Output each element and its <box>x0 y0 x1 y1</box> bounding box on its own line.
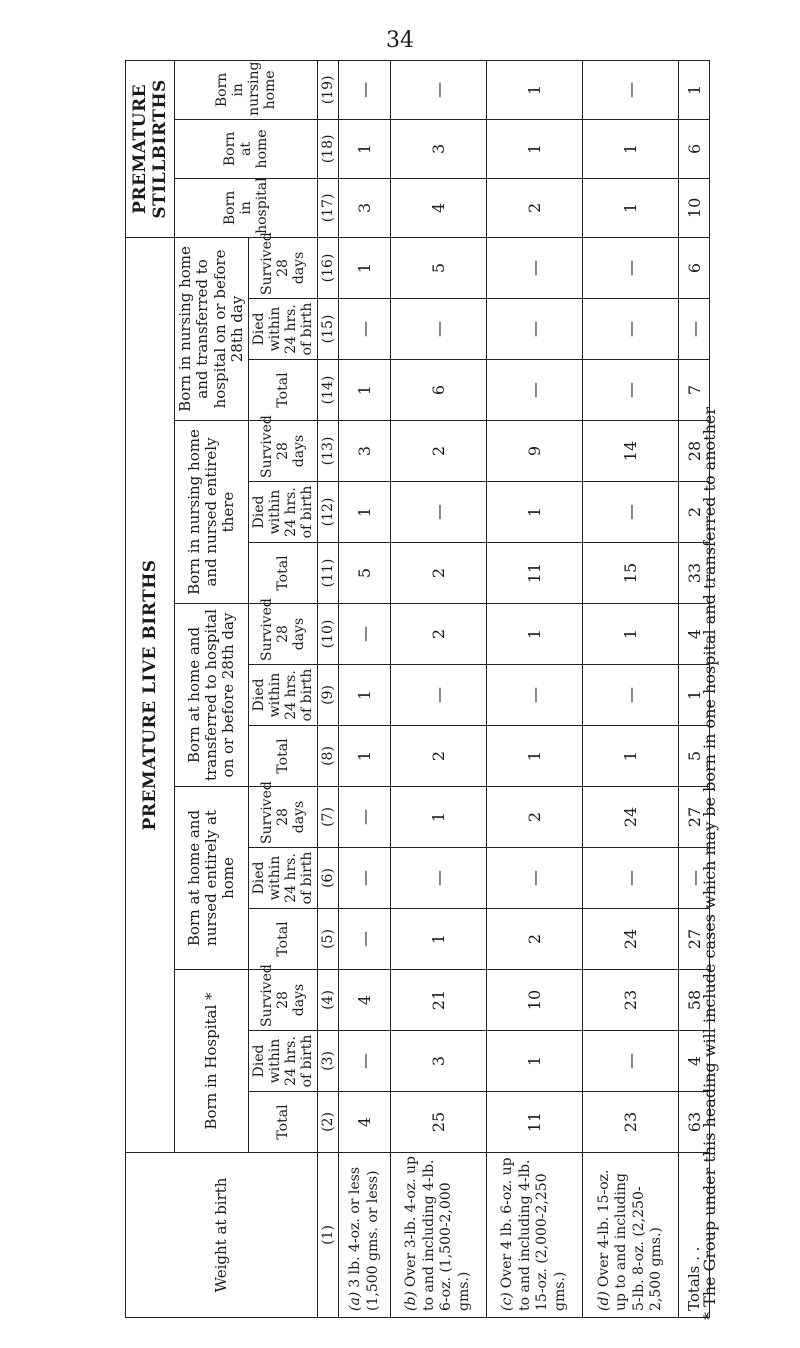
sub-header-survived-28-days: Survived 28 days <box>249 787 318 848</box>
sub-header-row <box>249 60 318 1317</box>
premature-births-table <box>125 60 710 1318</box>
still-header-hospital: Born in hospital <box>175 178 318 237</box>
sub-header-died-within-24-hrs: Died within 24 hrs. of birth <box>249 1031 318 1092</box>
table-cell: 9 <box>486 421 582 482</box>
column-number: (1) <box>318 1153 339 1318</box>
still-header-nursing-home: Born in nursing home <box>175 60 318 119</box>
table-cell: 11 <box>486 543 582 604</box>
sub-header-survived-28-days: Survived 28 days <box>249 421 318 482</box>
sub-header-total: Total <box>249 726 318 787</box>
row-tag: (d) <box>595 1291 612 1311</box>
table-cell: — <box>339 299 390 360</box>
totals-cell: 27 <box>679 787 710 848</box>
table-cell: — <box>583 60 679 119</box>
table-cell: — <box>583 237 679 298</box>
column-number: (15) <box>318 299 339 360</box>
totals-cell: 33 <box>679 543 710 604</box>
table-cell: 1 <box>486 726 582 787</box>
row-label-text: Over 4 lb. 6-oz. up to and including 4-lb. 15-oz. (2,000-2,250 gms.) <box>499 1157 568 1311</box>
column-number: (5) <box>318 909 339 970</box>
sub-header-survived-28-days: Survived 28 days <box>249 604 318 665</box>
totals-cell: — <box>679 848 710 909</box>
table-cell: 3 <box>390 119 486 178</box>
table-cell: 24 <box>583 787 679 848</box>
table-cell: 15 <box>583 543 679 604</box>
table-cell: 23 <box>583 1092 679 1153</box>
column-number: (6) <box>318 848 339 909</box>
table-cell: 5 <box>390 237 486 298</box>
sub-header-survived-28-days: Survived 28 days <box>249 970 318 1031</box>
totals-cell: 10 <box>679 178 710 237</box>
column-number: (3) <box>318 1031 339 1092</box>
table-body <box>339 60 710 1317</box>
table-cell: — <box>390 299 486 360</box>
sub-header-died-within-24-hrs: Died within 24 hrs. of birth <box>249 848 318 909</box>
table-cell: 24 <box>583 909 679 970</box>
table-cell: 1 <box>583 604 679 665</box>
table-cell: 1 <box>486 1031 582 1092</box>
weight-label <box>583 1153 679 1318</box>
table-cell: — <box>583 360 679 421</box>
sub-header-survived-28-days: Survived 28 days <box>249 237 318 298</box>
totals-cell: — <box>679 299 710 360</box>
table-cell: 1 <box>486 119 582 178</box>
table-cell: 5 <box>339 543 390 604</box>
table-cell: 25 <box>390 1092 486 1153</box>
group-header-home-transferred: Born at home and transferred to hospital on or before 28th day <box>175 604 249 787</box>
column-number: (8) <box>318 726 339 787</box>
table-cell: — <box>390 60 486 119</box>
weight-label <box>390 1153 486 1318</box>
table-cell: 1 <box>339 360 390 421</box>
table-cell: 1 <box>339 119 390 178</box>
footnote: * The Group under this heading will include cases which may be born in one hospital and transferred to another <box>700 407 719 1320</box>
totals-cell: 6 <box>679 237 710 298</box>
rotated-table-container <box>125 63 710 1318</box>
column-number: (16) <box>318 237 339 298</box>
table-cell: 1 <box>390 909 486 970</box>
row-tag: (a) <box>347 1291 364 1311</box>
table-cell: 3 <box>339 178 390 237</box>
table-cell: — <box>339 1031 390 1092</box>
row-tag: (b) <box>403 1291 420 1311</box>
table-cell: 1 <box>390 787 486 848</box>
column-number: (11) <box>318 543 339 604</box>
column-number: (4) <box>318 970 339 1031</box>
live-births-header: PREMATURE LIVE BIRTHS <box>126 237 175 1152</box>
table-cell: — <box>583 299 679 360</box>
column-number: (10) <box>318 604 339 665</box>
table-row <box>486 60 582 1317</box>
column-number-row <box>318 60 339 1317</box>
totals-cell: 4 <box>679 1031 710 1092</box>
table-cell: — <box>486 360 582 421</box>
totals-cell: 6 <box>679 119 710 178</box>
group-header-home: Born at home and nursed entirely at home <box>175 787 249 970</box>
table-cell: 1 <box>486 604 582 665</box>
table-cell: 23 <box>583 970 679 1031</box>
totals-label: Totals . . <box>679 1153 710 1318</box>
table-cell: — <box>339 787 390 848</box>
sub-header-total: Total <box>249 543 318 604</box>
table-cell: 21 <box>390 970 486 1031</box>
weight-header: Weight at birth <box>126 1153 318 1318</box>
group-header-nursing-home: Born in nursing home and nursed entirely there <box>175 421 249 604</box>
table-cell: — <box>339 848 390 909</box>
stillbirths-header: PREMATURE STILLBIRTHS <box>126 60 175 237</box>
table-cell: 1 <box>339 482 390 543</box>
page-number: 34 <box>386 28 414 53</box>
sub-header-total: Total <box>249 909 318 970</box>
column-number: (18) <box>318 119 339 178</box>
table-row <box>583 60 679 1317</box>
column-number: (14) <box>318 360 339 421</box>
table-row <box>339 60 390 1317</box>
totals-cell: 1 <box>679 60 710 119</box>
totals-cell: 5 <box>679 726 710 787</box>
table-cell: 1 <box>486 482 582 543</box>
group-header-hospital: Born in Hospital * <box>175 970 249 1153</box>
totals-cell: 7 <box>679 360 710 421</box>
column-number: (12) <box>318 482 339 543</box>
table-cell: 1 <box>339 665 390 726</box>
table-cell: 4 <box>339 970 390 1031</box>
table-cell: — <box>583 665 679 726</box>
table-cell: — <box>486 665 582 726</box>
table-cell: 14 <box>583 421 679 482</box>
table-cell: — <box>583 1031 679 1092</box>
group-header-nursing-transferred: Born in nursing home and transferred to hospital on or before 28th day <box>175 237 249 420</box>
table-cell: 3 <box>339 421 390 482</box>
column-number: (19) <box>318 60 339 119</box>
row-label-text: Over 4-lb. 15-oz. up to and including 5-lb. 8-oz. (2,250-2,500 gms.) <box>595 1169 665 1311</box>
table-cell: 4 <box>390 178 486 237</box>
totals-cell: 63 <box>679 1092 710 1153</box>
table-cell: 1 <box>583 119 679 178</box>
table-cell: 1 <box>583 178 679 237</box>
table-cell: 2 <box>486 178 582 237</box>
sub-header-died-within-24-hrs: Died within 24 hrs. of birth <box>249 482 318 543</box>
table-cell: — <box>339 60 390 119</box>
still-header-home: Born at home <box>175 119 318 178</box>
table-cell: 2 <box>486 787 582 848</box>
totals-cell: 1 <box>679 665 710 726</box>
table-cell: 3 <box>390 1031 486 1092</box>
row-label-text: Over 3-lb. 4-oz. up to and including 4-lb. 6-oz. (1,500-2,000 gms.) <box>403 1155 472 1311</box>
table-cell: 2 <box>390 726 486 787</box>
table-cell: 6 <box>390 360 486 421</box>
totals-cell: 4 <box>679 604 710 665</box>
table-row <box>390 60 486 1317</box>
sub-header-died-within-24-hrs: Died within 24 hrs. of birth <box>249 299 318 360</box>
weight-label <box>486 1153 582 1318</box>
column-number: (9) <box>318 665 339 726</box>
column-number: (7) <box>318 787 339 848</box>
column-number: (2) <box>318 1092 339 1153</box>
table-cell: — <box>339 604 390 665</box>
totals-cell: 58 <box>679 970 710 1031</box>
table-cell: 1 <box>339 726 390 787</box>
table-cell: 1 <box>583 726 679 787</box>
table-cell: — <box>390 482 486 543</box>
table-cell: 10 <box>486 970 582 1031</box>
table-cell: 1 <box>486 60 582 119</box>
table-cell: 2 <box>390 604 486 665</box>
table-cell: 1 <box>339 237 390 298</box>
row-label-text: 3 lb. 4-oz. or less (1,500 gms. or less) <box>347 1166 381 1311</box>
table-cell: — <box>486 299 582 360</box>
table-cell: 2 <box>390 421 486 482</box>
totals-cell: 28 <box>679 421 710 482</box>
table-cell: — <box>339 909 390 970</box>
table-cell: 2 <box>390 543 486 604</box>
table-cell: — <box>390 848 486 909</box>
column-number: (13) <box>318 421 339 482</box>
totals-cell: 27 <box>679 909 710 970</box>
column-number: (17) <box>318 178 339 237</box>
sub-header-total: Total <box>249 360 318 421</box>
table-cell: 4 <box>339 1092 390 1153</box>
table-cell: — <box>486 237 582 298</box>
table-cell: — <box>583 482 679 543</box>
sub-header-died-within-24-hrs: Died within 24 hrs. of birth <box>249 665 318 726</box>
table-cell: — <box>583 848 679 909</box>
table-cell: 2 <box>486 909 582 970</box>
table-cell: — <box>486 848 582 909</box>
row-tag: (c) <box>499 1292 516 1311</box>
weight-label <box>339 1153 390 1318</box>
totals-cell: 2 <box>679 482 710 543</box>
table-cell: — <box>390 665 486 726</box>
sub-header-total: Total <box>249 1092 318 1153</box>
table-cell: 11 <box>486 1092 582 1153</box>
